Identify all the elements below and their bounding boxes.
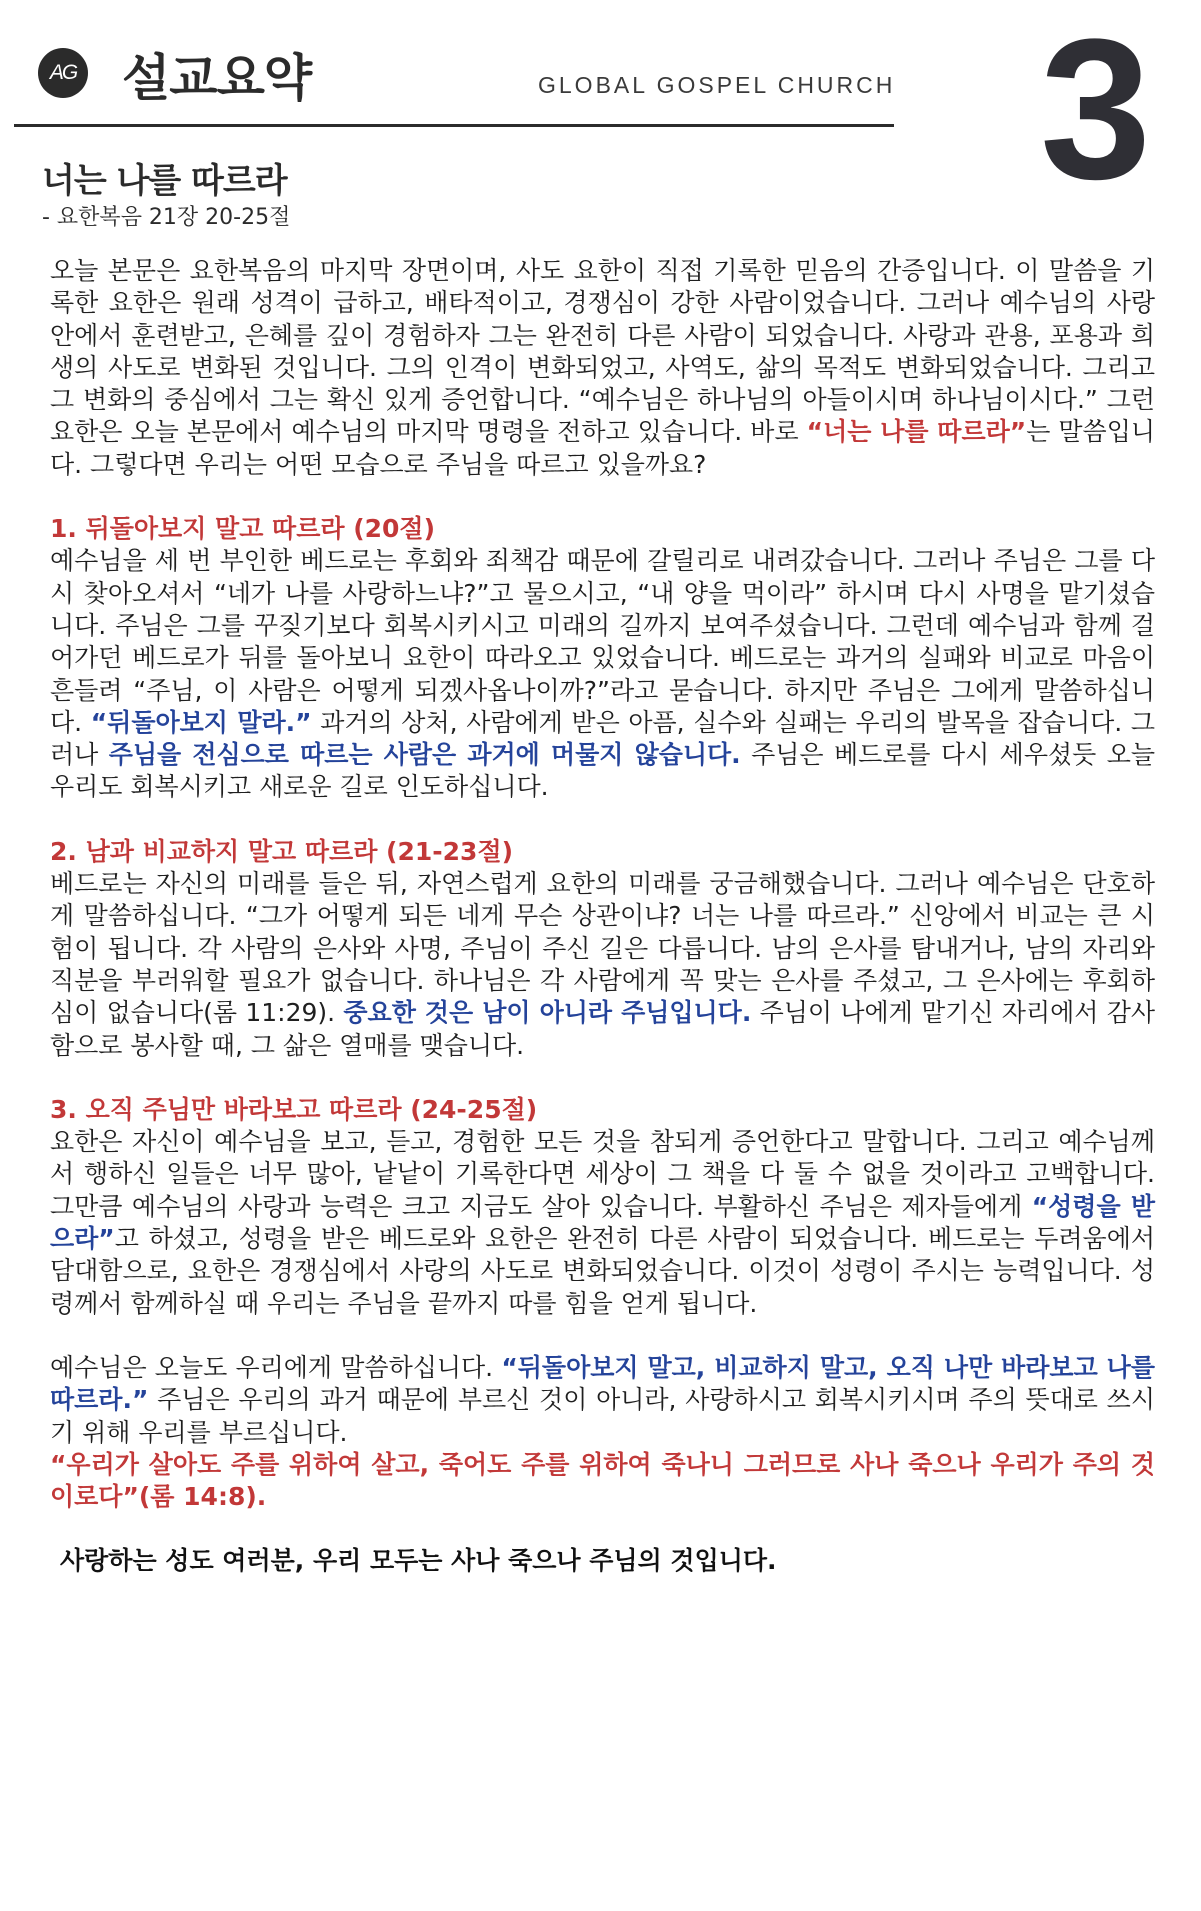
section2-emphasis: 중요한 것은 남이 아니라 주님입니다. — [343, 998, 752, 1028]
church-logo: AG — [38, 48, 88, 98]
section2-text-2: 주님이 나에게 맡기신 자리에서 감사함으로 봉사할 때, 그 삶은 열매를 맺습니다. — [50, 998, 1155, 1060]
final-statement: 사랑하는 성도 여러분, 우리 모두는 사나 죽으나 주님의 것입니다. — [60, 1546, 777, 1576]
intro-paragraph — [50, 255, 1155, 481]
section1-paragraph — [50, 545, 1155, 803]
intro-text: 오늘 본문은 요한복음의 마지막 장면이며, 사도 요한이 직접 기록한 믿음의 간증입니다. 이 말씀을 기록한 요한은 원래 성격이 급하고, 배타적이고, 경쟁심이 강한 사람이었습니다. 그러나 예수님의 사랑 안에서 훈련받고, 은혜를 깊이 경험하자 그는 완전히 다른 사람이 되었습니다. 사랑과 관용, 포용과 희생의 사도로 변화된 것입니다. 그의 인격이 변화되었고, 사역도, 삶의 목적도 변화되었습니다. 그리고 그 변화의 중심에서 그는 확신 있게 증언합니다. “예수님은 하나님의 아들이시며 하나님이시다.” 그런 요한은 오늘 본문에서 예수님의 마지막 명령을 전하고 있습니다. 바로 — [50, 256, 1155, 447]
section2-heading: 2. 남과 비교하지 말고 따르라 (21-23절) — [50, 836, 514, 866]
section3-text: 요한은 자신이 예수님을 보고, 듣고, 경험한 모든 것을 참되게 증언한다고 말합니다. 그리고 예수님께서 행하신 일들은 너무 많아, 낱낱이 기록한다면 세상이 그 책을 다 둘 수 없을 것이라고 고백합니다. 그만큼 예수님의 사랑과 능력은 크고 지금도 살아 있습니다. 부활하신 주님은 제자들에게 — [50, 1127, 1155, 1221]
closing-verse: “우리가 살아도 주를 위하여 살고, 죽어도 주를 위하여 죽나니 그러므로 사나 죽으나 우리가 주의 것이로다”(롬 14:8). — [50, 1449, 1155, 1512]
intro-highlight: “너는 나를 따르라” — [806, 417, 1027, 447]
section3-text-2: 고 하셨고, 성령을 받은 베드로와 요한은 완전히 다른 사람이 되었습니다. 베드로는 두려움에서 담대함으로, 요한은 경쟁심에서 사랑의 사도로 변화되었습니다. 이것이 성령이 주시는 능력입니다. 성령께서 함께하실 때 우리는 주님을 끝까지 따를 힘을 얻게 됩니다. — [50, 1224, 1155, 1318]
scripture-reference: - 요한복음 21장 20-25절 — [42, 205, 291, 230]
church-name: GLOBAL GOSPEL CHURCH — [538, 72, 896, 98]
intro-text-end: 는 말씀입니다. 그렇다면 우리는 어떤 모습으로 주님을 따르고 있을까요? — [50, 417, 1156, 479]
closing-text-2: 주님은 우리의 과거 때문에 부르신 것이 아니라, 사랑하시고 회복시키시며 주의 뜻대로 쓰시기 위해 우리를 부르십니다. — [50, 1385, 1155, 1447]
section3-heading: 3. 오직 주님만 바라보고 따르라 (24-25절) — [50, 1094, 538, 1124]
sermon-title: 너는 나를 따르라 — [42, 161, 287, 201]
section1-text-2: 과거의 상처, 사람에게 받은 아픔, 실수와 실패는 우리의 발목을 잡습니다. 그러나 — [50, 707, 1155, 770]
section1-emphasis-2: 주님을 전심으로 따르는 사람은 과거에 머물지 않습니다. — [108, 740, 741, 770]
section1-heading: 1. 뒤돌아보지 말고 따르라 (20절) — [50, 514, 435, 544]
section3-emphasis: “성령을 받으라” — [50, 1191, 1155, 1254]
closing-paragraph — [50, 1352, 1155, 1449]
section3-paragraph — [50, 1126, 1155, 1320]
section2-text: 베드로는 자신의 미래를 들은 뒤, 자연스럽게 요한의 미래를 궁금해했습니다. 그러나 예수님은 단호하게 말씀하십니다. “그가 어떻게 되든 네게 무슨 상관이냐? 너는 나를 따르라.” 신앙에서 비교는 큰 시험이 됩니다. 각 사람의 은사와 사명, 주님이 주신 길은 다릅니다. 남의 은사를 탐내거나, 남의 자리와 직분을 부러워할 필요가 없습니다. 하나님은 각 사람에게 꼭 맞는 은사를 주셨고, 그 은사에는 후회하심이 없습니다(롬 11:29). — [50, 869, 1155, 1028]
section1-emphasis-1: “뒤돌아보지 말라.” — [90, 707, 312, 737]
closing-emphasis: “뒤돌아보지 말고, 비교하지 말고, 오직 나만 바라보고 나를 따르라.” — [50, 1352, 1155, 1415]
section1-text: 예수님을 세 번 부인한 베드로는 후회와 죄책감 때문에 갈릴리로 내려갔습니다. 그러나 주님은 그를 다시 찾아오셔서 “네가 나를 사랑하느냐?”고 물으시고, “내 양을 먹이라” 하시며 다시 사명을 맡기셨습니다. 주님은 그를 꾸짖기보다 회복시키시고 미래의 길까지 보여주셨습니다. 그런데 예수님과 함께 걸어가던 베드로가 뒤를 돌아보니 요한이 따라오고 있었습니다. 베드로는 과거의 실패와 비교로 마음이 흔들려 “주님, 이 사람은 어떻게 되겠사옵나이까?”라고 묻습니다. 하지만 주님은 그에게 말씀하십니다. — [50, 546, 1155, 737]
issue-number: 3 — [1040, 0, 1152, 221]
section2-paragraph — [50, 868, 1155, 1062]
page-brand-title: 설교요약 — [122, 49, 312, 107]
header-divider — [14, 124, 894, 127]
sermon-body — [50, 255, 1155, 1578]
section1-text-3: 주님은 베드로를 다시 세우셨듯 오늘 우리도 회복시키고 새로운 길로 인도하십니다. — [50, 740, 1155, 802]
closing-text: 예수님은 오늘도 우리에게 말씀하십니다. — [50, 1352, 502, 1382]
